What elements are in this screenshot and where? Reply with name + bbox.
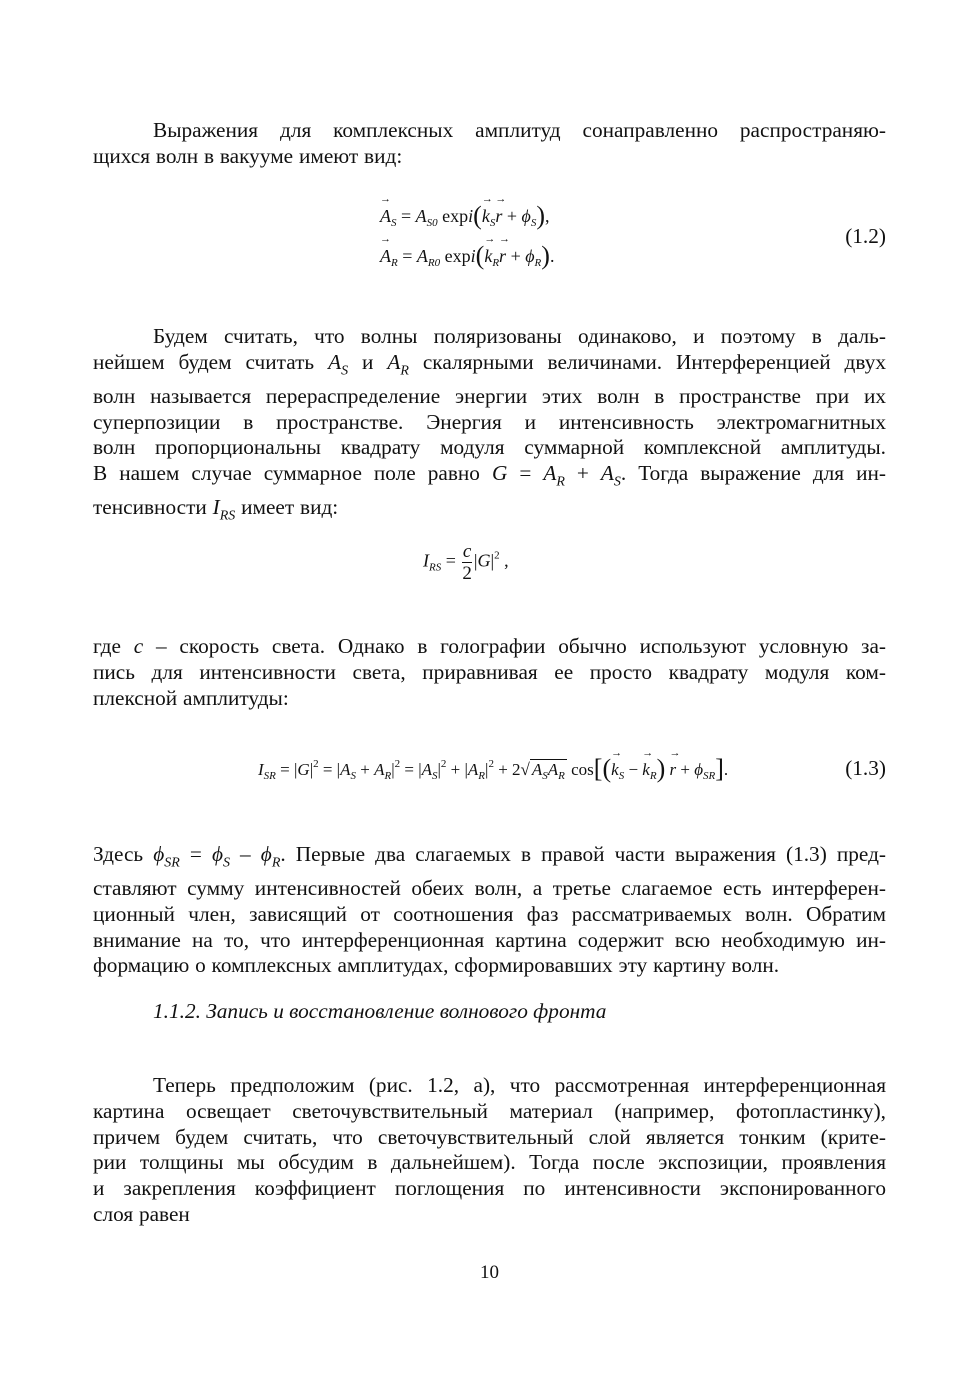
- section-heading: 1.1.2. Запись и восстановление волнового фронта: [153, 999, 607, 1023]
- equation-irs: $I_{RS}$ = $\frac{c}{2}$ $|G|^2$ ,: [423, 541, 509, 584]
- equation-1-3: $I_{SR} = |G|^2 = |A_S + A_R|^2 = |A_S|^2 + |A_R|^2 + 2√$ $A_SA_R$ $\cos[(\to k_S$ − → $k_R) \to r + \phi_{SR}$].: [258, 754, 728, 784]
- paragraph-5: [93, 1073, 886, 1228]
- p5-line-3: причем будем считать, что светочувствительный слой является тонким (крите-: [93, 1124, 886, 1149]
- paragraph-3: где c – скорость света. Однако в голографии обычно используют условную за- пись для интенсивности света, приравнивая ее просто квадрату модуля ком- плексной амплитуды:: [93, 634, 886, 710]
- p5-line-4: рии толщины мы обсудим в дальнейшем). Тогда после экспозиции, проявления: [93, 1150, 886, 1175]
- p2-line-3: волн называется перераспределение энергии этих волн в пространстве при их: [93, 383, 886, 408]
- page-number: 10: [480, 1262, 499, 1283]
- p5-line-5: и закрепления коэффициент поглощения по интенсивности экспонированного: [93, 1176, 886, 1201]
- paragraph-1: [93, 118, 886, 170]
- p5-line-2: картина освещает светочувствительный материал (например, фотопластинку),: [93, 1098, 886, 1123]
- equation-1-2-line-1: → $A_S = A_{S0}$ $\exp i(\to k_S\to r + \phi_S)$,: [380, 201, 550, 231]
- equation-number-1-2: (1.2): [845, 224, 886, 248]
- paragraph-4: Здесь $\phi_{SR} = \phi_S - \phi_R$. Первые два слагаемых в правой части выражения (1.3) пред- ставляют сумму интенсивностей обеих волн, а третье слагаемое есть интерферен- ционный член, зависящий от соотношения фаз рассматриваемых волн. Обратим внимание на то, что интерференционная картина содержит всю необходимую ин- формацию о комплексных амплитудах, сформировавших эту картину волн.: [93, 842, 887, 978]
- equation-1-2-line-2: → $A_R = A_{R0}$ $\exp i(\to k_R\to r + \phi_R)$.: [380, 241, 554, 271]
- p1-line-1: Выражения для комплексных амплитуд сонаправленно распространяю-: [153, 118, 886, 142]
- p4-line-3: ционный член, зависящий от соотношения фаз рассматриваемых волн. Обратим: [93, 901, 886, 926]
- p4-line-2: ставляют сумму интенсивностей обеих волн, а третье слагаемое есть интерферен-: [93, 876, 886, 901]
- p4-line-4: внимание на то, что интерференционная картина содержит всю необходимую ин-: [93, 927, 886, 952]
- p4-line-5: формацию о комплексных амплитудах, сформировавших эту картину волн.: [93, 953, 780, 978]
- p2-line-5: волн пропорциональны квадрату модуля суммарной комплексной амплитуды.: [93, 435, 886, 460]
- p1-line-2: щихся волн в вакууме имеют вид:: [93, 143, 403, 168]
- document-page: [93, 0, 886, 1386]
- equation-number-1-3: (1.3): [845, 756, 886, 780]
- p3-line-2: пись для интенсивности света, приравнивая ее просто квадрату модуля ком-: [93, 659, 886, 684]
- paragraph-2: Будем считать, что волны поляризованы одинаково, и поэтому в даль- нейшем будем считать $A_S$ и $A_R$ скалярными величинами. Интерференцией двух волн называется перераспределение энергии этих волн в пространстве при их суперпозиции в пространстве. Энергия и интенсивность электромагнитных волн пропорциональны квадрату модуля суммарной комплексной амплитуды. В нашем случае суммарное поле равно $G = A_R + A_S$. Тогда выражение для ин- тенсивности $I_{RS}$ имеет вид:: [93, 324, 886, 524]
- p5-line-6: слоя равен: [93, 1201, 190, 1226]
- p5-line-1: Теперь предположим (рис. 1.2, а), что рассмотренная интерференционная: [153, 1073, 886, 1097]
- p2-line-4: суперпозиции в пространстве. Энергия и интенсивность электромагнитных: [93, 409, 886, 434]
- p3-line-3: плексной амплитуды:: [93, 685, 289, 710]
